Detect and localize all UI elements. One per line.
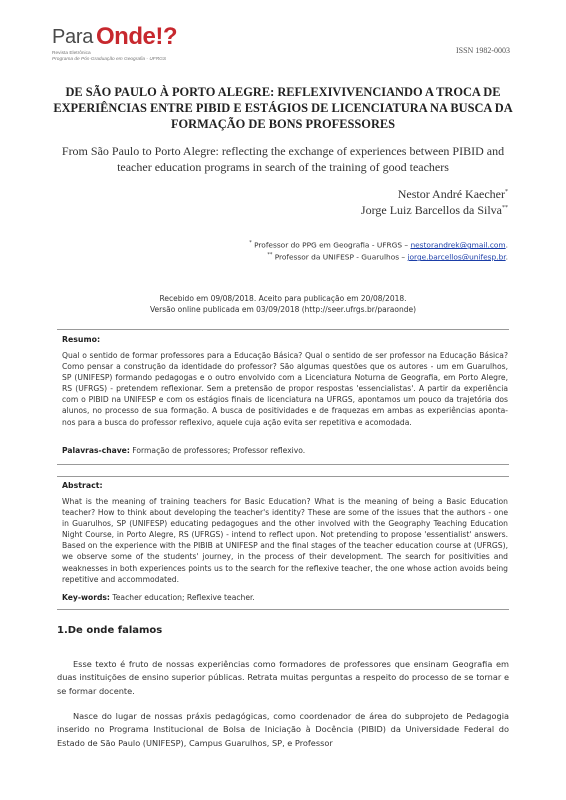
logo-text-onde: Onde!? <box>96 23 177 50</box>
body-paragraph-1 <box>57 658 509 698</box>
divider <box>57 329 509 330</box>
author-1-mark: * <box>505 189 508 195</box>
resumo-keywords-text: Formação de professores; Professor reflexivo. <box>132 446 306 455</box>
affiliation-2-mark: ** <box>267 252 273 258</box>
logo-program: Programa de Pós-Graduação em Geografia - UFRGS <box>52 57 167 62</box>
article-title: DE SÃO PAULO À PORTO ALEGRE: REFLEXIVIVENCIANDO A TROCA DE EXPERIÊNCIAS ENTRE PIBID E ESTÁGIOS DE LICENCIATURA NA BUSCA DA FORMAÇÃO DE BONS PROFESSORES <box>53 85 513 131</box>
abstract-keywords <box>62 593 255 602</box>
logo-text-para: Para <box>52 26 94 48</box>
affiliation-1-mark: * <box>249 240 252 246</box>
body-paragraph-1-text: Esse texto é fruto de nossas experiências como formadores de professores que ensinam Geografia em duas instituições de ensino superior públicas. Retrata muitas perguntas a respeito do processo de se tornar e se formar docente. <box>57 659 509 696</box>
affiliation-1-text: Professor do PPG em Geografia - UFRGS – <box>254 240 411 250</box>
affiliation-2-text: Professor da UNIFESP - Guarulhos – <box>274 252 408 262</box>
logo-subtitle: Revista Eletrônica <box>52 51 91 56</box>
affiliation-1 <box>249 240 508 249</box>
resumo-label: Resumo: <box>62 335 101 344</box>
affiliation-2 <box>267 252 508 261</box>
journal-logo <box>52 22 202 70</box>
abstract-keywords-text: Teacher education; Reflexive teacher. <box>112 593 255 602</box>
body-paragraph-2 <box>57 710 509 750</box>
author-2 <box>361 203 508 218</box>
email-link-2[interactable]: jorge.barcellos@unifesp.br <box>407 252 506 262</box>
abstract-keywords-label: Key-words: <box>62 593 110 602</box>
divider <box>57 609 509 610</box>
resumo-text: Qual o sentido de formar professores para a Educação Básica? Qual o sentido de ser professor na Educação Básica? Como pensar a construção da identidade do professor? São algumas questões que os autores - um em Guarulhos, SP (UNIFESP) formando pedagogas e o outro envolvido com a Licenciatura Noturna de Geografia, em Porto Alegre, RS (UFRGS) - pretendem reflexionar. Sem a pretensão de propor respostas 'essencialistas'. A partir da experiência com o PIBID na UNIFESP e com os estágios finais de licenciatura na UFRGS, apontamos um pouco da trajetória dos alunos, no processo de sua formação. A busca de positividades e de fraquezas em ambas as experiências aponta-nos para a busca do professor reflexivo, aquele cuja ação evita ser repetitiva e acomodada. <box>62 351 508 427</box>
affiliation-2-tail: . <box>505 252 508 262</box>
divider <box>57 476 509 477</box>
author-2-mark: ** <box>502 205 508 211</box>
author-2-name: Jorge Luiz Barcellos da Silva <box>360 203 502 217</box>
received-accepted-dates: Recebido em 09/08/2018. Aceito para publicação em 20/08/2018. <box>159 294 407 303</box>
issn: ISSN 1982-0003 <box>455 46 510 55</box>
affiliation-1-tail: . <box>505 240 508 250</box>
resumo-keywords-label: Palavras-chave: <box>62 446 130 455</box>
author-1 <box>398 187 508 202</box>
body-paragraph-2-text: Nasce do lugar de nossas práxis pedagógicas, como coordenador de área do subprojeto de Pedagogia inserido no Programa Institucional de Bolsa de Iniciação à Docência (PIBID) da Universidade Federal do Estado de São Paulo (UNIFESP), Campus Guarulhos, SP, e Professor <box>57 711 509 748</box>
abstract-text: What is the meaning of training teachers for Basic Education? What is the meaning of being a Basic Education teacher? How to think about developing the teacher's identity? These are some of the issues that the authors - one in Guarulhos, SP (UNIFESP) educating pedagogues and the other involved with the Geography Teaching Education Night Course, in Porto Alegre, RS (UFRGS) - intend to reflect upon. Not pretending to propose 'essentialist' answers. Based on the experience with the PIBIB at UNIFESP and the final stages of the teacher education course at (UFRGS), we observe some of the students' journey, in the process of their development. The search for positivities and weaknesses in both experiences points us to the search for the reflexive teacher, the one whose action avoids being repetitive and accommodated. <box>62 497 508 584</box>
resumo-keywords <box>62 446 305 455</box>
abstract-label: Abstract: <box>62 481 103 490</box>
author-1-name: Nestor André Kaecher <box>397 187 505 201</box>
online-publication-date: Versão online publicada em 03/09/2018 (http://seer.ufrgs.br/paraonde) <box>149 305 417 314</box>
article-title-english: From São Paulo to Porto Alegre: reflecting the exchange of experiences between PIBID and teacher education programs in search of the training of good teachers <box>61 144 505 174</box>
section-heading: 1.De onde falamos <box>57 625 163 636</box>
email-link-1[interactable]: nestorandrek@gmail.com <box>410 240 506 250</box>
divider <box>57 464 509 465</box>
